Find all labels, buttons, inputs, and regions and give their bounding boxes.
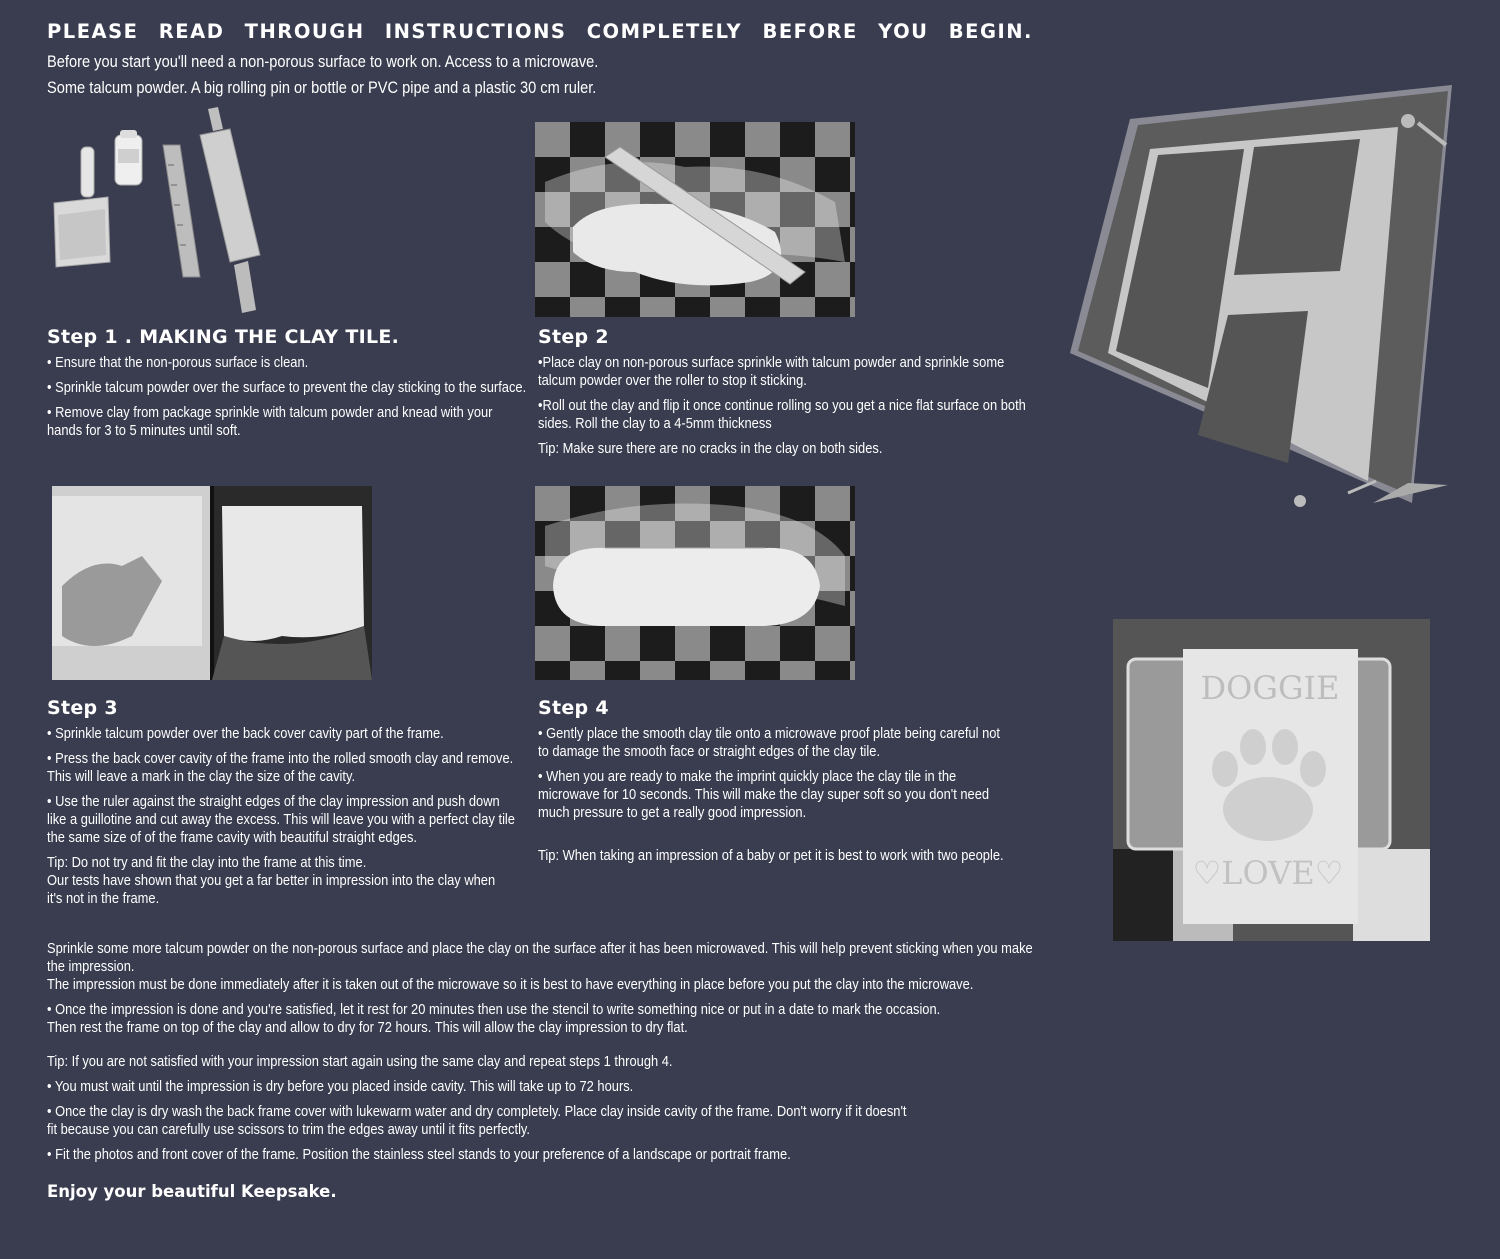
step-1-item: • Sprinkle talcum powder over the surface to prevent the clay sticking to the surface. bbox=[47, 379, 527, 396]
tile-top-text: DOGGIE bbox=[1200, 669, 1340, 707]
step-1-title: Step 1 . MAKING THE CLAY TILE. bbox=[47, 326, 400, 348]
rolling-clay-photo bbox=[535, 122, 855, 317]
step-3-tip: Tip: Do not try and fit the clay into the frame at this time. Our tests have shown that you get a far better in impression into the clay when it's not in the frame. bbox=[47, 854, 496, 907]
final-fit: • Fit the photos and front cover of the frame. Position the stainless steel stands to your preference of a landscape or portrait frame. bbox=[47, 1146, 791, 1163]
step-4-text bbox=[538, 725, 1020, 872]
step-1-item: • Remove clay from package sprinkle with talcum powder and knead with your hands for 3 to 5 minutes until soft. bbox=[47, 404, 493, 439]
step-3-item: • Press the back cover cavity of the frame into the rolled smooth clay and remove. This will leave a mark in the clay the size of the cavity. bbox=[47, 750, 514, 785]
step-2-text bbox=[538, 354, 1037, 465]
step-4-item: • When you are ready to make the imprint quickly place the clay tile in the microwave for 10 seconds. This will make the clay super soft so you don't need much pressure to get a really good impression. bbox=[538, 768, 990, 821]
step-3-item: • Sprinkle talcum powder over the back cover cavity part of the frame. bbox=[47, 725, 444, 742]
paw-print-tile-photo bbox=[1113, 619, 1430, 941]
final-block-1: Sprinkle some more talcum powder on the non-porous surface and place the clay on the surface after it has been microwaved. This will help prevent sticking when you make the impression. The impression must be done immediately after it is taken out of the microwave so it is best to have everything in place before you put the clay into the microwave. bbox=[47, 940, 1033, 993]
tile-bottom-text: ♡LOVE♡ bbox=[1192, 854, 1344, 892]
step-2-item: •Roll out the clay and flip it once continue rolling so you get a nice flat surface on both sides. Roll the clay to a 4-5mm thickness bbox=[538, 397, 1026, 432]
step-2-title: Step 2 bbox=[538, 326, 609, 348]
intro-text bbox=[47, 49, 735, 101]
final-tip: Tip: If you are not satisfied with your impression start again using the same clay and repeat steps 1 through 4. bbox=[47, 1053, 673, 1070]
intro-line-2: Some talcum powder. A big rolling pin or bottle or PVC pipe and a plastic 30 cm ruler. bbox=[47, 78, 597, 97]
final-instructions bbox=[47, 940, 1045, 1171]
final-wash: • Once the clay is dry wash the back frame cover with lukewarm water and dry completely. Place clay inside cavity of the frame. Don't worry if it doesn't fit because you can carefully use scissors to trim the edges away until it fits perfectly. bbox=[47, 1103, 907, 1138]
final-wait: • You must wait until the impression is dry before you placed inside cavity. This will take up to 72 hours. bbox=[47, 1078, 634, 1095]
step-3-text bbox=[47, 725, 529, 915]
step-4-item: • Gently place the smooth clay tile onto a microwave proof plate being careful not to damage the smooth face or straight edges of the clay tile. bbox=[538, 725, 1001, 760]
final-block-2: • Once the impression is done and you're satisfied, let it rest for 20 minutes then use the stencil to write something nice or put in a date to mark the occasion. Then rest the frame on top of the clay and allow to dry for 72 hours. This will allow the clay impression to dry flat. bbox=[47, 1001, 941, 1036]
step-3-title: Step 3 bbox=[47, 697, 118, 719]
step-3-item: • Use the ruler against the straight edges of the clay impression and push down like a guillotine and cut away the excess. This will leave you with a perfect clay tile the same size of of the frame cavity with beautiful straight edges. bbox=[47, 793, 515, 846]
step-1-item: • Ensure that the non-porous surface is clean. bbox=[47, 354, 309, 371]
frame-photo bbox=[1068, 83, 1460, 548]
step-2-item: •Place clay on non-porous surface sprinkle with talcum powder and sprinkle some talcum powder over the roller to stop it sticking. bbox=[538, 354, 1005, 389]
step-4-title: Step 4 bbox=[538, 697, 609, 719]
cavity-press-photo bbox=[52, 486, 372, 680]
clay-tile-photo bbox=[535, 486, 855, 680]
closing-text: Enjoy your beautiful Keepsake. bbox=[47, 1182, 337, 1201]
page-title: PLEASE READ THROUGH INSTRUCTIONS COMPLETELY BEFORE YOU BEGIN. bbox=[47, 20, 1033, 43]
intro-line-1: Before you start you'll need a non-porous surface to work on. Access to a microwave. bbox=[47, 52, 599, 71]
step-4-tip: Tip: When taking an impression of a baby or pet it is best to work with two people. bbox=[538, 847, 1004, 864]
step-2-tip: Tip: Make sure there are no cracks in the clay on both sides. bbox=[538, 440, 883, 457]
supplies-image bbox=[50, 105, 265, 320]
step-1-text bbox=[47, 354, 537, 447]
